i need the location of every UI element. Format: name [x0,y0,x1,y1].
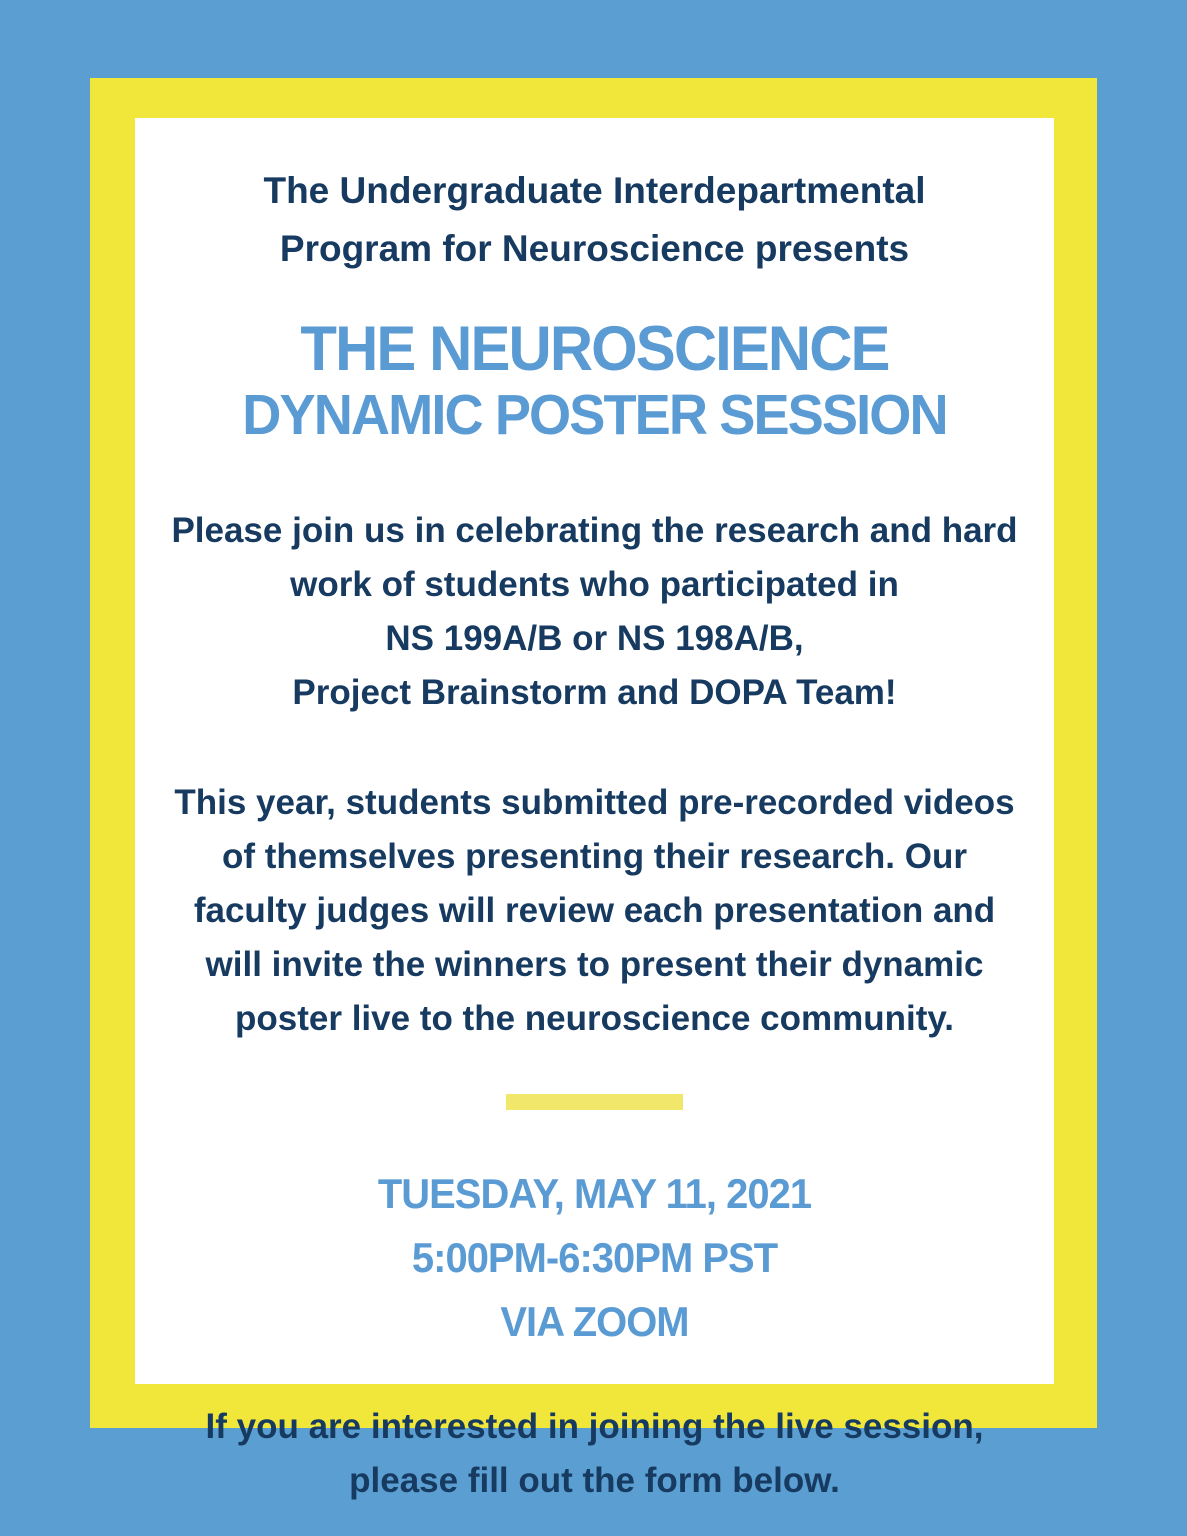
poster-inner-border [90,78,1097,1500]
intro-line-2: work of students who participated in [290,565,899,604]
details-line-2: of themselves presenting their research. Our [222,837,967,876]
intro-line-4: Project Brainstorm and DOPA Team! [292,673,897,712]
details-line-1: This year, students submitted pre-recorded videos [174,783,1015,822]
details-paragraph [135,776,1054,1046]
intro-paragraph [135,504,1054,720]
intro-line-1: Please join us in celebrating the research and hard [171,511,1018,550]
closing-paragraph [135,1400,1054,1508]
presenter-heading [135,162,1054,278]
title-line-1: THE NEUROSCIENCE [300,314,889,384]
divider-bar [506,1094,683,1110]
title-line-2: DYNAMIC POSTER SESSION [242,383,947,447]
presenter-line-2: Program for Neuroscience presents [279,228,910,269]
event-date: TUESDAY, MAY 11, 2021 [377,1170,812,1217]
event-platform: VIA ZOOM [500,1298,689,1345]
event-details [135,1162,1054,1354]
details-line-5: poster live to the neuroscience community. [235,999,954,1038]
page-title [135,314,1054,446]
details-line-3: faculty judges will review each presentation and [193,891,996,930]
closing-line-2: please fill out the form below. [349,1461,840,1500]
details-line-4: will invite the winners to present their dynamic [205,945,984,984]
poster-content-area [135,118,1054,1500]
intro-line-3: NS 199A/B or NS 198A/B, [385,619,804,658]
closing-line-1: If you are interested in joining the live session, [205,1407,984,1446]
presenter-line-1: The Undergraduate Interdepartmental [263,170,926,211]
event-time: 5:00PM-6:30PM PST [411,1234,778,1281]
